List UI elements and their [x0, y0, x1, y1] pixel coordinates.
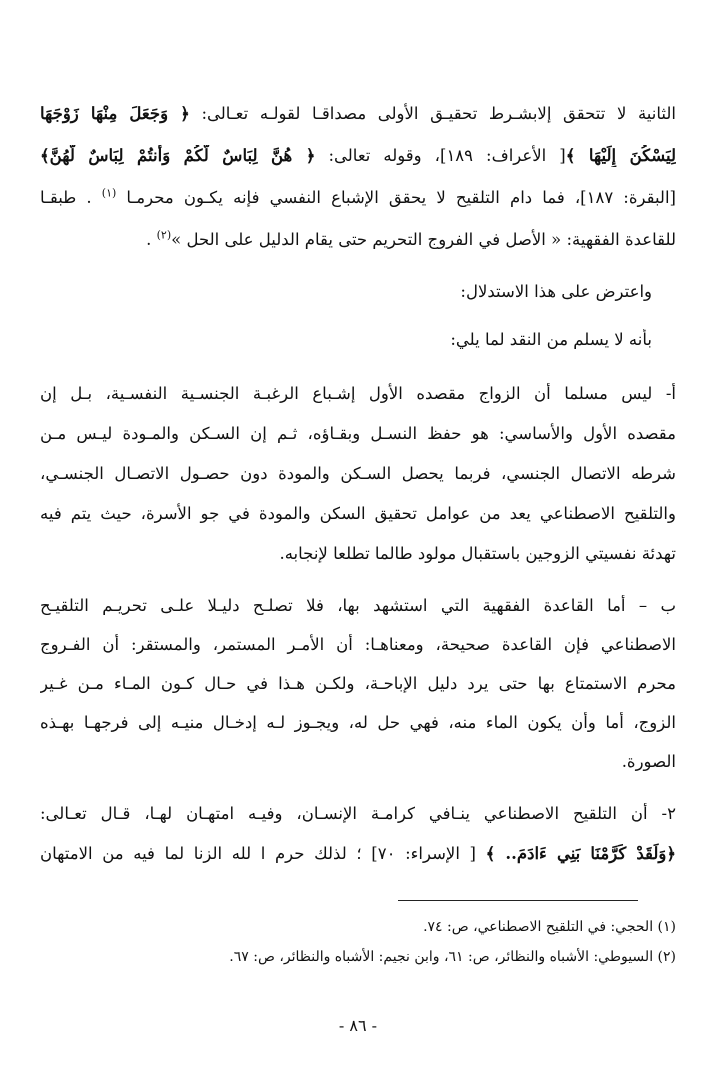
paragraph-5-line-3: [40, 673, 676, 695]
paragraph-1-line-1: [40, 103, 676, 125]
body-text: الصورة.: [621, 752, 676, 771]
paragraph-3-line-1: [40, 329, 652, 351]
quran-verse: ﴿ هُنَّ لِبَاسٌ لَّكُمْ وَأَنتُمْ لِبَاسٌ لَّهُنَّ﴾: [40, 146, 316, 165]
paragraph-1-line-3: [40, 187, 676, 209]
body-text: الاصطناعي فإن القاعدة صحيحة، ومعناهـا: أن الأمـر المستمر، والمستقر: أن الفـروج: [40, 635, 676, 654]
body-text: الزوج، أما وأن يكون الماء منه، فهي حل له، ويجـوز لـه إدخـال منيـه إلى فرجهـا بهـذه: [40, 713, 676, 732]
paragraph-1-line-4: [40, 229, 676, 251]
paragraph-4-line-1: [40, 383, 676, 405]
footnote-separator: [398, 900, 638, 901]
paragraph-4-line-2: [40, 423, 676, 445]
body-text: مقصده الأول والأساسي: هو حفظ النسـل وبقـاؤه، ثـم إن السـكن والمـودة ليـس مـن: [40, 424, 676, 443]
body-text: [البقرة: ١٨٧]، فما دام التلقيح لا يحقق الإشباع النفسي فإنه يكـون محرمـا: [116, 188, 676, 207]
paragraph-5-line-2: [40, 634, 676, 656]
quran-verse: لِيَسْكُنَ إِلَيْهَا ﴾: [565, 146, 676, 165]
paragraph-6-line-2: [40, 843, 676, 865]
body-text: والتلقيح الاصطناعي يعد من عوامل تحقيق السكن والمودة في جو الأسرة، حيث يتم فيه: [40, 504, 676, 523]
paragraph-5-line-4: [40, 712, 676, 734]
body-text: ب – أما القاعدة الفقهية التي استشهد بها، فلا تصلـح دليـلا علـى تحريـم التلقيـح: [40, 596, 676, 615]
body-text: شرطه الاتصال الجنسي، فربما يحصل السـكن والمودة دون حصـول الاتصـال الجنسـي،: [40, 464, 676, 483]
body-text: الثانية لا تتحقق إلابشـرط تحقيـق الأولى مصداقـا لقولـه تعـالى:: [189, 104, 676, 123]
footnote-2: (٢) السيوطي: الأشباه والنظائر، ص: ٦١، وابن نجيم: الأشباه والنظائر، ص: ٦٧.: [229, 949, 676, 965]
paragraph-4-line-4: [40, 503, 676, 525]
paragraph-6-line-1: [40, 803, 676, 825]
body-text: .: [146, 230, 157, 249]
body-text: [ الأعراف: ١٨٩]، وقوله تعالى:: [315, 146, 566, 165]
page-number: - ٨٦ -: [338, 1016, 378, 1035]
body-text: أ- ليس مسلما أن الزواج مقصده الأول إشـباع الرغبـة الجنسـية النفسـية، بـل إن: [40, 384, 676, 403]
body-text: محرم الاستمتاع بها حتى يرد دليل الإباحـة، ولكـن هـذا في حـال كـون المـاء مـن غـير: [40, 674, 676, 693]
body-text: للقاعدة الفقهية: « الأصل في الفروج التحريم حتى يقام الدليل على الحل »: [171, 230, 676, 249]
body-text: بأنه لا يسلم من النقد لما يلي:: [450, 330, 652, 349]
quran-verse: ﴿ وَجَعَلَ مِنْهَا زَوْجَهَا: [40, 104, 190, 123]
footnote-1: (١) الحجي: في التلقيح الاصطناعي، ص: ٧٤.: [423, 919, 676, 935]
paragraph-5-line-1: [40, 595, 676, 617]
footnote-marker: (١): [101, 187, 117, 200]
paragraph-5-line-5: [40, 751, 676, 773]
body-text: ٢- أن التلقيح الاصطناعي ينـافي كرامـة الإنسـان، وفيـه امتهـان لهـا، قـال تعـالى:: [40, 804, 676, 823]
footnote-marker: (٢): [156, 229, 172, 242]
body-text: . طبقـا: [40, 188, 102, 207]
paragraph-4-line-5: [40, 543, 676, 565]
quran-verse: ﴿وَلَقَدْ كَرَّمْنَا بَنِي ءَادَمَ.. ﴾: [485, 844, 676, 863]
body-text: [ الإسراء: ٧٠] ؛ لذلك حرم ا لله الزنا لما فيه من الامتهان: [40, 844, 486, 863]
paragraph-2-line-1: [40, 281, 652, 303]
paragraph-1-line-2: [40, 145, 676, 167]
paragraph-4-line-3: [40, 463, 676, 485]
body-text: واعترض على هذا الاستدلال:: [460, 282, 652, 301]
body-text: تهدئة نفسيتي الزوجين باستقبال مولود طالما تطلعا لإنجابه.: [279, 544, 676, 563]
